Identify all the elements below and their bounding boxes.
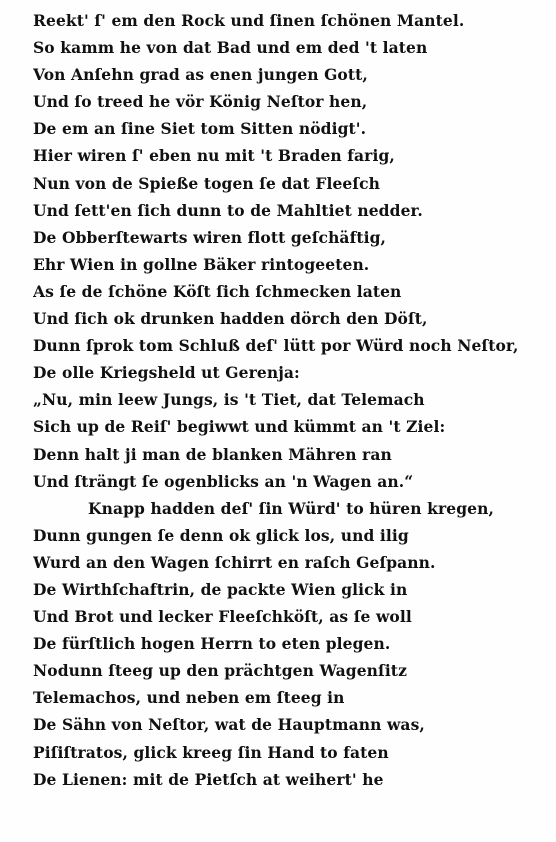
poem-line: Und Brot und lecker Fleeſchköſt, as ſe woll: [33, 607, 412, 627]
poem-line: Telemachos, und neben em ſteeg in: [33, 688, 345, 708]
poem-line: De Wirthſchaftrin, de packte Wien glick in: [33, 579, 408, 599]
poem-line: De em an ſine Siet tom Sitten nödigt'.: [33, 119, 367, 139]
poem-line: De olle Kriegsheld ut Gerenja:: [33, 363, 300, 383]
poem-line: Sich up de Reiſ' begiwwt und kümmt an 't Ziel:: [33, 417, 446, 437]
poem-line: De fürſtlich hogen Herrn to eten plegen.: [33, 634, 391, 654]
poem-line: Knapp hadden deſ' ſin Würd' to hüren kregen,: [88, 498, 494, 518]
poem-line: Hier wiren ſ' eben nu mit 't Braden farig,: [33, 146, 395, 166]
poem-text-block: [33, 7, 523, 793]
poem-line: Wurd an den Wagen ſchirrt en raſch Geſpann.: [33, 552, 436, 572]
poem-line: Denn halt ji man de blanken Mähren ran: [33, 444, 392, 464]
poem-line: So kamm he von dat Bad und em ded 't laten: [33, 38, 428, 58]
poem-line: As ſe de ſchöne Köſt ſich ſchmecken laten: [33, 281, 402, 301]
poem-line: De Lienen: mit de Pietſch at weihert' he: [33, 769, 384, 789]
poem-line: Ehr Wien in gollne Bäker rintogeeten.: [33, 254, 370, 274]
poem-line: Reekt' ſ' em den Rock und ſinen ſchönen Mantel.: [33, 11, 465, 30]
poem-line: De Obberſtewarts wiren flott geſchäftig,: [33, 227, 387, 247]
poem-line: Dunn gungen ſe denn ok glick los, und ilig: [33, 525, 409, 545]
poem-line: Und ſo treed he vör König Neſtor hen,: [33, 92, 368, 112]
poem-line: Nun von de Spieße togen ſe dat Fleeſch: [33, 173, 381, 193]
poem-line: Piſiſtratos, glick kreeg ſin Hand to faten: [33, 742, 389, 762]
poem-line: De Sähn von Neſtor, wat de Hauptmann was,: [33, 715, 425, 735]
poem-line: „Nu, min leew Jungs, is 't Tiet, dat Telemach: [33, 390, 425, 410]
poem-line: Dunn ſprok tom Schluß deſ' lütt por Würd noch Neſtor,: [33, 336, 519, 356]
poem-line: Und ſich ok drunken hadden dörch den Döſt,: [33, 309, 428, 329]
poem-line: Nodunn ſteeg up den prächtgen Wagenſitz: [33, 661, 407, 681]
poem-line: Und ſett'en ſich dunn to de Mahltiet nedder.: [33, 200, 423, 220]
poem-line: Und ſträngt ſe ogenblicks an 'n Wagen an.“: [33, 471, 414, 491]
poem-line: Von Anſehn grad as enen jungen Gott,: [33, 65, 368, 85]
